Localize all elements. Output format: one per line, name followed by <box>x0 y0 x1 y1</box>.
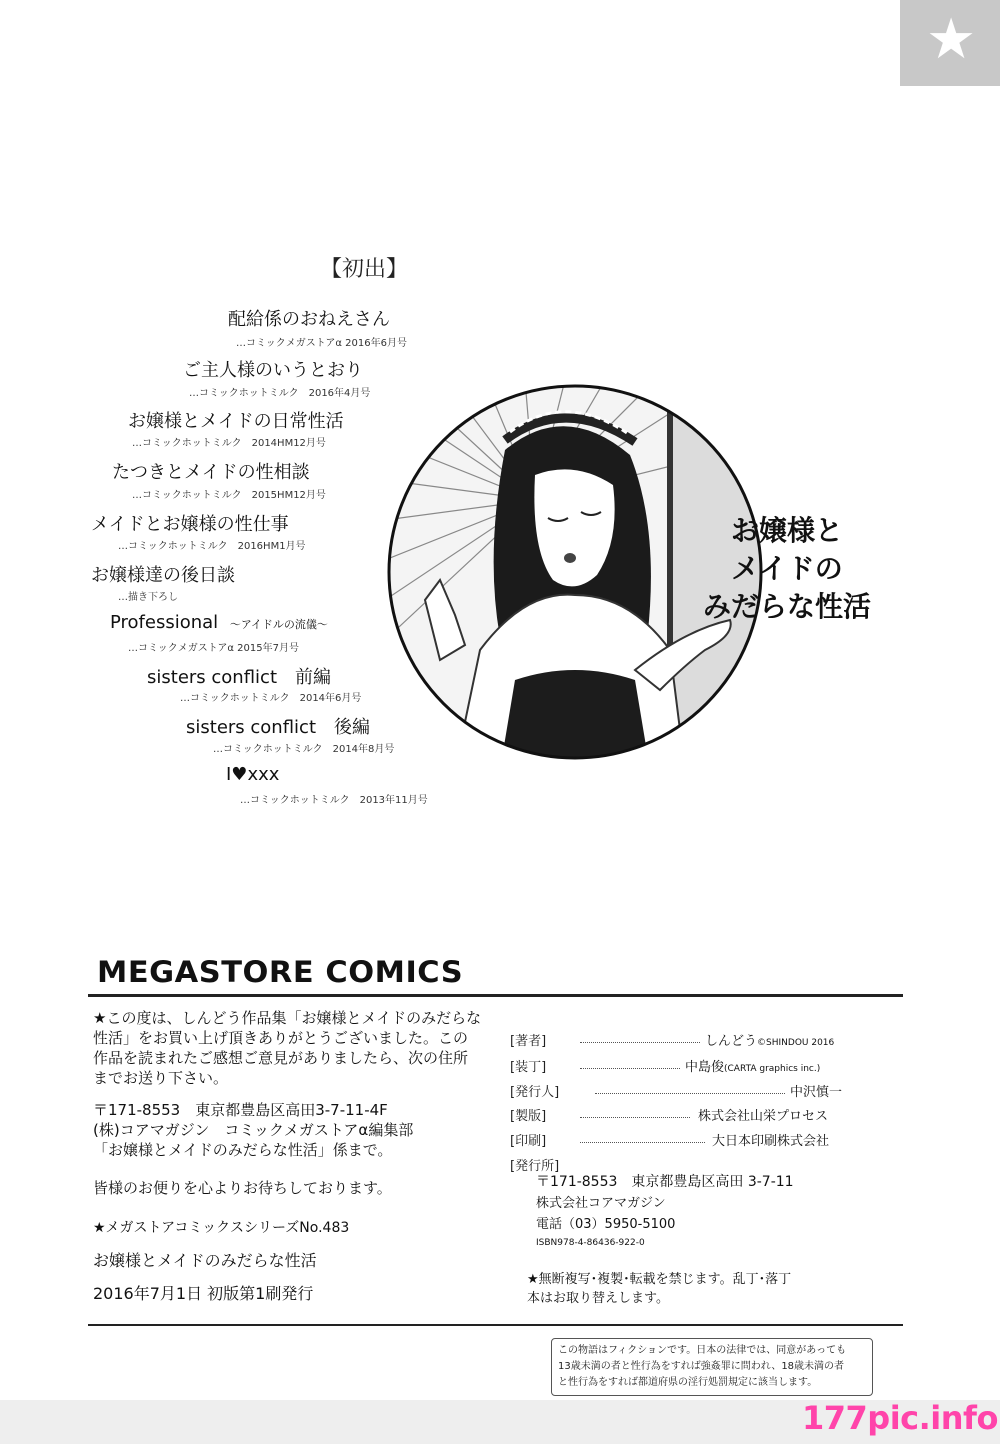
list-item-title: sisters conflict 前編 <box>147 667 331 688</box>
cover-title-line: みだらな性活 <box>702 590 871 623</box>
list-item-source: …コミックホットミルク 2016HM1月号 <box>118 541 306 552</box>
fiction-notice-box <box>551 1338 873 1396</box>
list-item-title: お嬢様達の後日談 <box>91 565 235 586</box>
corner-tab <box>900 0 1000 86</box>
fiction-notice-line: 13歳未満の者と性行為をすれば強姦罪に問われ、18歳未満の者 <box>558 1361 845 1372</box>
isbn: ISBN978-4-86436-922-0 <box>536 1238 645 1248</box>
cover-title-line: お嬢様と <box>730 514 843 547</box>
publisher-phone: 電話（03）5950-5100 <box>536 1217 676 1232</box>
credit-dots <box>595 1093 785 1094</box>
message-line: ★この度は、しんどう作品集「お嬢様とメイドのみだらな <box>93 1009 482 1027</box>
reader-message <box>93 1008 503 1088</box>
megastore-comics-logo: MEGASTORE COMICS <box>97 955 464 989</box>
list-item-title <box>110 612 328 633</box>
publisher-name: 株式会社コアマガジン <box>536 1196 666 1211</box>
divider-top <box>88 994 903 997</box>
address-line: 「お嬢様とメイドのみだらな性活」係まで。 <box>93 1141 393 1159</box>
credit-value: 大日本印刷株式会社 <box>712 1134 830 1149</box>
list-item-title: 配給係のおねえさん <box>228 309 390 330</box>
list-item-title: たつきとメイドの性相談 <box>112 462 310 483</box>
message-line: 性活」をお買い上げ頂きありがとうございました。この <box>93 1029 469 1047</box>
list-item-source: …コミックホットミルク 2013年11月号 <box>240 795 428 806</box>
list-item-source: …コミックホットミルク 2015HM12月号 <box>132 490 326 501</box>
list-item-source: …コミックメガストアα 2015年7月号 <box>128 643 299 654</box>
address-line: (株)コアマガジン コミックメガストアα編集部 <box>93 1121 414 1139</box>
book-title: お嬢様とメイドのみだらな性活 <box>93 1251 317 1270</box>
credit-label: [発行人] <box>510 1085 560 1100</box>
credit-value-note: (CARTA graphics inc.) <box>724 1064 821 1074</box>
publisher-label: [発行所] <box>510 1159 560 1174</box>
list-item-source: …コミックホットミルク 2014年6月号 <box>180 693 362 704</box>
list-item-source: …コミックホットミルク 2016年4月号 <box>189 388 371 399</box>
credit-value-note: ©SHINDOU 2016 <box>757 1038 835 1048</box>
credit-value-main: しんどう <box>705 1034 758 1049</box>
list-item-title-main: Professional <box>110 612 219 633</box>
credit-value: 中沢慎一 <box>790 1085 843 1100</box>
message-line: 作品を読まれたご感想ご意見がありましたら、次の住所 <box>93 1049 469 1067</box>
credit-dots <box>580 1068 680 1069</box>
message-line: までお送り下さい。 <box>93 1069 229 1087</box>
fiction-notice-line: と性行為をすれば都道府県の淫行処罰規定に該当します。 <box>558 1377 818 1388</box>
credit-value-main: 中島俊 <box>685 1060 725 1075</box>
star-icon: ★ <box>926 7 977 72</box>
list-item-title: メイドとお嬢様の性仕事 <box>91 514 289 535</box>
copy-notice-line: ★無断複写･複製･転載を禁じます。乱丁･落丁 <box>527 1272 792 1287</box>
credit-label: [印刷] <box>510 1134 547 1149</box>
watermark: 177pic.info <box>802 1399 998 1437</box>
credit-label: [著者] <box>510 1034 547 1049</box>
list-item-source: …描き下ろし <box>118 592 178 603</box>
list-item-title: sisters conflict 後編 <box>186 717 370 738</box>
credit-label: [装丁] <box>510 1060 547 1075</box>
credit-value <box>705 1030 834 1049</box>
divider-bottom <box>88 1324 903 1326</box>
publisher-address: 〒171-8553 東京都豊島区高田 3-7-11 <box>536 1174 794 1190</box>
list-item-source: …コミックメガストアα 2016年6月号 <box>236 338 407 349</box>
address-line: 〒171-8553 東京都豊島区高田3-7-11-4F <box>93 1101 388 1119</box>
list-item-source: …コミックホットミルク 2014年8月号 <box>213 744 395 755</box>
edition-info: 2016年7月1日 初版第1刷発行 <box>93 1284 314 1303</box>
credit-label: [製版] <box>510 1109 547 1124</box>
first-appearance-heading: 【初出】 <box>320 257 409 282</box>
list-item-title: I♥xxx <box>226 764 280 785</box>
credit-value: 株式会社山栄プロセス <box>698 1109 829 1124</box>
list-item-title: お嬢様とメイドの日常性活 <box>128 411 344 432</box>
closing-message: 皆様のお便りを心よりお待ちしております。 <box>93 1179 392 1197</box>
credit-dots <box>580 1042 700 1043</box>
editorial-address <box>93 1100 503 1160</box>
credit-dots <box>580 1117 690 1118</box>
series-number: ★メガストアコミックスシリーズNo.483 <box>93 1220 350 1236</box>
credit-dots <box>580 1142 705 1143</box>
copy-notice <box>527 1270 791 1308</box>
cover-title <box>672 512 902 626</box>
credit-value <box>685 1056 820 1075</box>
fiction-notice-line: この物語はフィクションです。日本の法律では、同意があっても <box>558 1345 847 1356</box>
cover-title-line: メイドの <box>731 552 843 585</box>
list-item-source: …コミックホットミルク 2014HM12月号 <box>132 438 326 449</box>
list-item-title-suffix: 〜アイドルの流儀〜 <box>229 618 328 631</box>
list-item-title: ご主人様のいうとおり <box>183 360 363 381</box>
copy-notice-line: 本はお取り替えします。 <box>527 1291 669 1306</box>
